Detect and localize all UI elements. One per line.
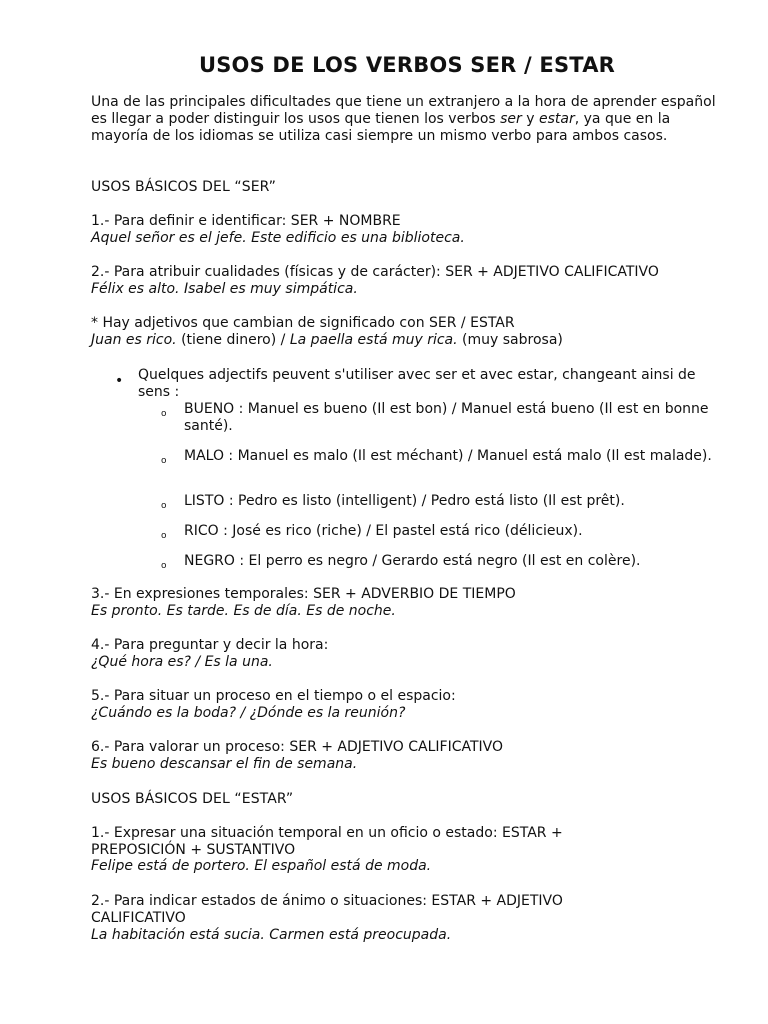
intro-text-2: , ya que en la mayoría de los idiomas se utiliza casi siempre un mismo verbo para ambos casos. (91, 111, 671, 144)
sub-item-malo: MALO : Manuel es malo (Il est méchant) / Manuel está malo (Il est malade). (184, 448, 712, 464)
ser-rule-1: 1.- Para definir e identificar: SER + NOMBRE (91, 213, 401, 229)
ser-rule-5: 5.- Para situar un proceso en el tiempo o el espacio: (91, 688, 456, 704)
intro-text-1: Una de las principales dificultades que tiene un extranjero a la hora de aprender español es llegar a poder distinguir los usos que tienen los verbos (91, 94, 716, 127)
ser-note-gloss-2: (muy sabrosa) (457, 332, 563, 348)
ser-example-3: Es pronto. Es tarde. Es de día. Es de noche. (91, 603, 396, 619)
sub-item-listo: LISTO : Pedro es listo (intelligent) / Pedro está listo (Il est prêt). (184, 493, 625, 509)
estar-rule-2: 2.- Para indicar estados de ánimo o situaciones: ESTAR + ADJETIVO CALIFICATIVO (91, 893, 563, 926)
ser-rule-3: 3.- En expresiones temporales: SER + ADVERBIO DE TIEMPO (91, 586, 516, 602)
ser-note-example-1: Juan es rico. (91, 332, 177, 348)
ser-rule-6: 6.- Para valorar un proceso: SER + ADJETIVO CALIFICATIVO (91, 739, 503, 755)
sub-marker-3: o (161, 501, 167, 511)
sub-marker-1: o (161, 409, 167, 419)
sub-marker-4: o (161, 531, 167, 541)
ser-example-6: Es bueno descansar el fin de semana. (91, 756, 358, 772)
intro-ser: ser (500, 111, 522, 127)
ser-note-example-2: La paella está muy rica. (289, 332, 458, 348)
page-title: USOS DE LOS VERBOS SER / ESTAR (198, 53, 616, 77)
sub-item-bueno: BUENO : Manuel es bueno (Il est bon) / Manuel está bueno (Il est en bonne santé). (184, 401, 709, 434)
intro-and: y (521, 111, 539, 127)
ser-note-examples (91, 332, 731, 349)
intro-estar: estar (539, 111, 575, 127)
intro-paragraph (91, 94, 723, 145)
ser-example-4: ¿Qué hora es? / Es la una. (91, 654, 273, 670)
sub-item-negro: NEGRO : El perro es negro / Gerardo está negro (Il est en colère). (184, 553, 641, 569)
ser-example-2: Félix es alto. Isabel es muy simpática. (91, 281, 358, 297)
estar-example-1: Felipe está de portero. El español está de moda. (91, 858, 432, 874)
estar-rule-1: 1.- Expresar una situación temporal en un oficio o estado: ESTAR + PREPOSICIÓN + SUSTANTIVO (91, 825, 563, 858)
ser-note-gloss-1: (tiene dinero) / (176, 332, 290, 348)
ser-rule-4: 4.- Para preguntar y decir la hora: (91, 637, 329, 653)
sub-marker-5: o (161, 561, 167, 571)
sub-marker-2: o (161, 456, 167, 466)
ser-note-rule: * Hay adjetivos que cambian de significado con SER / ESTAR (91, 315, 515, 331)
ser-rule-2: 2.- Para atribuir cualidades (físicas y de carácter): SER + ADJETIVO CALIFICATIVO (91, 264, 659, 280)
estar-heading: USOS BÁSICOS DEL “ESTAR” (91, 791, 294, 807)
sub-item-rico: RICO : José es rico (riche) / El pastel está rico (délicieux). (184, 523, 583, 539)
ser-example-5: ¿Cuándo es la boda? / ¿Dónde es la reunión? (91, 705, 406, 721)
bullet-text: Quelques adjectifs peuvent s'utiliser avec ser et avec estar, changeant ainsi de sens : (138, 367, 696, 400)
ser-heading: USOS BÁSICOS DEL “SER” (91, 179, 276, 195)
ser-example-1: Aquel señor es el jefe. Este edificio es una biblioteca. (91, 230, 465, 246)
estar-example-2: La habitación está sucia. Carmen está preocupada. (91, 927, 452, 943)
bullet-marker: • (115, 373, 124, 389)
